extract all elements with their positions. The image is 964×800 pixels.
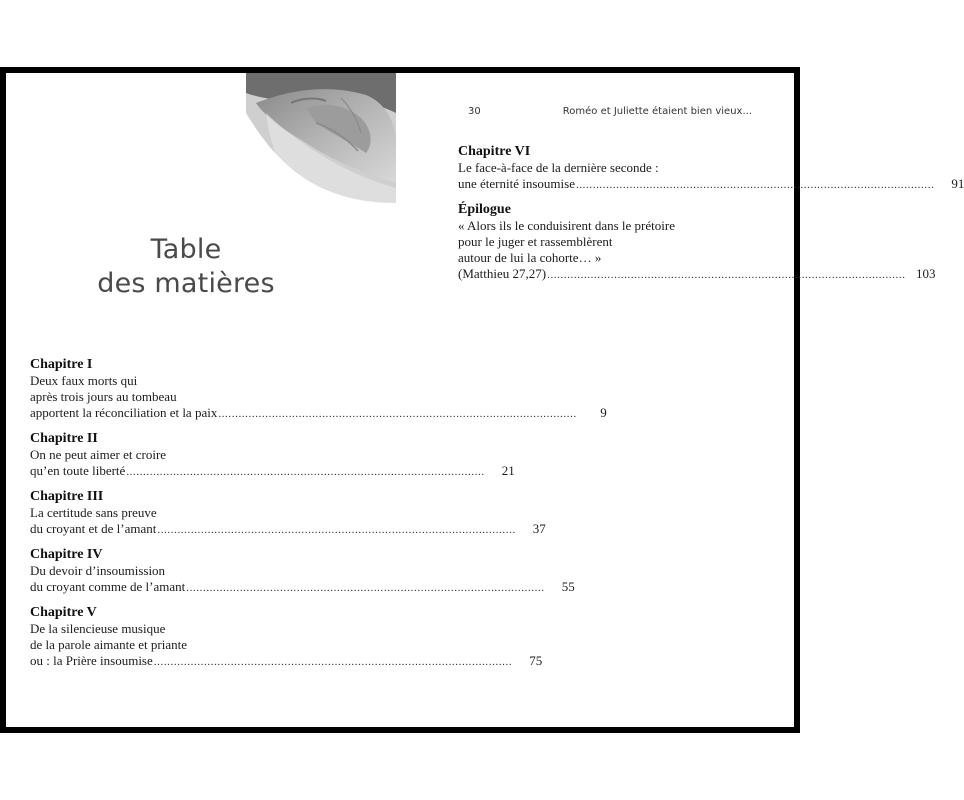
page-number: 55	[561, 579, 575, 594]
section-title	[46, 233, 326, 301]
toc-left	[30, 357, 607, 679]
running-header	[468, 106, 752, 117]
toc-entry	[30, 547, 575, 596]
entry-line: ou : la Prière insoumise	[30, 653, 153, 668]
entry-line: pour le juger et rassemblèrent	[458, 234, 613, 249]
entry-line: Du devoir d’insoumission	[30, 563, 166, 578]
entry-line: « Alors ils le conduisirent dans le prétoire	[458, 218, 675, 233]
header-page-number: 30	[468, 106, 481, 117]
page-number: 103	[916, 266, 936, 281]
dot-leader: ...........................................................................................................	[157, 524, 516, 536]
chapter-heading: Chapitre IV	[30, 547, 103, 562]
page-number: 21	[501, 463, 515, 478]
entry-line: autour de lui la cohorte… »	[458, 250, 602, 265]
entry-last-line	[458, 176, 964, 193]
section-title-line-1: Table	[150, 234, 222, 265]
hands-photo	[246, 73, 396, 203]
toc-entry	[30, 605, 543, 670]
entry-last-line	[30, 579, 575, 596]
chapter-heading: Chapitre II	[30, 431, 98, 446]
toc-entry	[30, 431, 515, 480]
entry-line: (Matthieu 27,27)	[458, 266, 547, 281]
page-number: 91	[951, 176, 964, 191]
page-number: 75	[529, 653, 543, 668]
dot-leader: ...........................................................................................................	[126, 466, 485, 478]
entry-line: Deux faux morts qui	[30, 373, 138, 388]
hands-photo-image	[246, 73, 396, 203]
entry-last-line	[30, 521, 546, 538]
dot-leader: ...........................................................................................................	[575, 179, 935, 191]
dot-leader: ...........................................................................................................	[186, 582, 545, 594]
toc-right	[458, 144, 964, 292]
chapter-heading: Épilogue	[458, 202, 511, 217]
chapter-heading: Chapitre III	[30, 489, 104, 504]
entry-last-line	[30, 653, 543, 670]
toc-entry	[458, 144, 964, 193]
toc-entry	[458, 202, 936, 283]
toc-entry	[30, 489, 546, 538]
section-title-line-2: des matières	[97, 268, 275, 299]
entry-line: On ne peut aimer et croire	[30, 447, 167, 462]
entry-line: qu’en toute liberté	[30, 463, 126, 478]
chapter-heading: Chapitre V	[30, 605, 97, 620]
book-spread	[6, 73, 964, 727]
toc-entry	[30, 357, 607, 422]
page-number: 9	[600, 405, 607, 420]
entry-line: de la parole aimante et priante	[30, 637, 188, 652]
running-head: Roméo et Juliette étaient bien vieux...	[562, 106, 752, 117]
entry-line: une éternité insoumise	[458, 176, 575, 191]
entry-line: La certitude sans preuve	[30, 505, 157, 520]
dot-leader: ...........................................................................................................	[547, 269, 906, 281]
entry-last-line	[30, 405, 607, 422]
dot-leader: ...........................................................................................................	[153, 656, 513, 668]
entry-line: apportent la réconciliation et la paix	[30, 405, 218, 420]
dot-leader: ...........................................................................................................	[218, 408, 577, 420]
entry-line: après trois jours au tombeau	[30, 389, 177, 404]
entry-line: du croyant et de l’amant	[30, 521, 157, 536]
chapter-heading: Chapitre I	[30, 357, 93, 372]
page-number: 37	[532, 521, 546, 536]
entry-line: Le face-à-face de la dernière seconde :	[458, 160, 659, 175]
entry-last-line	[458, 266, 936, 283]
entry-line: De la silencieuse musique	[30, 621, 166, 636]
chapter-heading: Chapitre VI	[458, 144, 531, 159]
entry-line: du croyant comme de l’amant	[30, 579, 186, 594]
entry-last-line	[30, 463, 515, 480]
